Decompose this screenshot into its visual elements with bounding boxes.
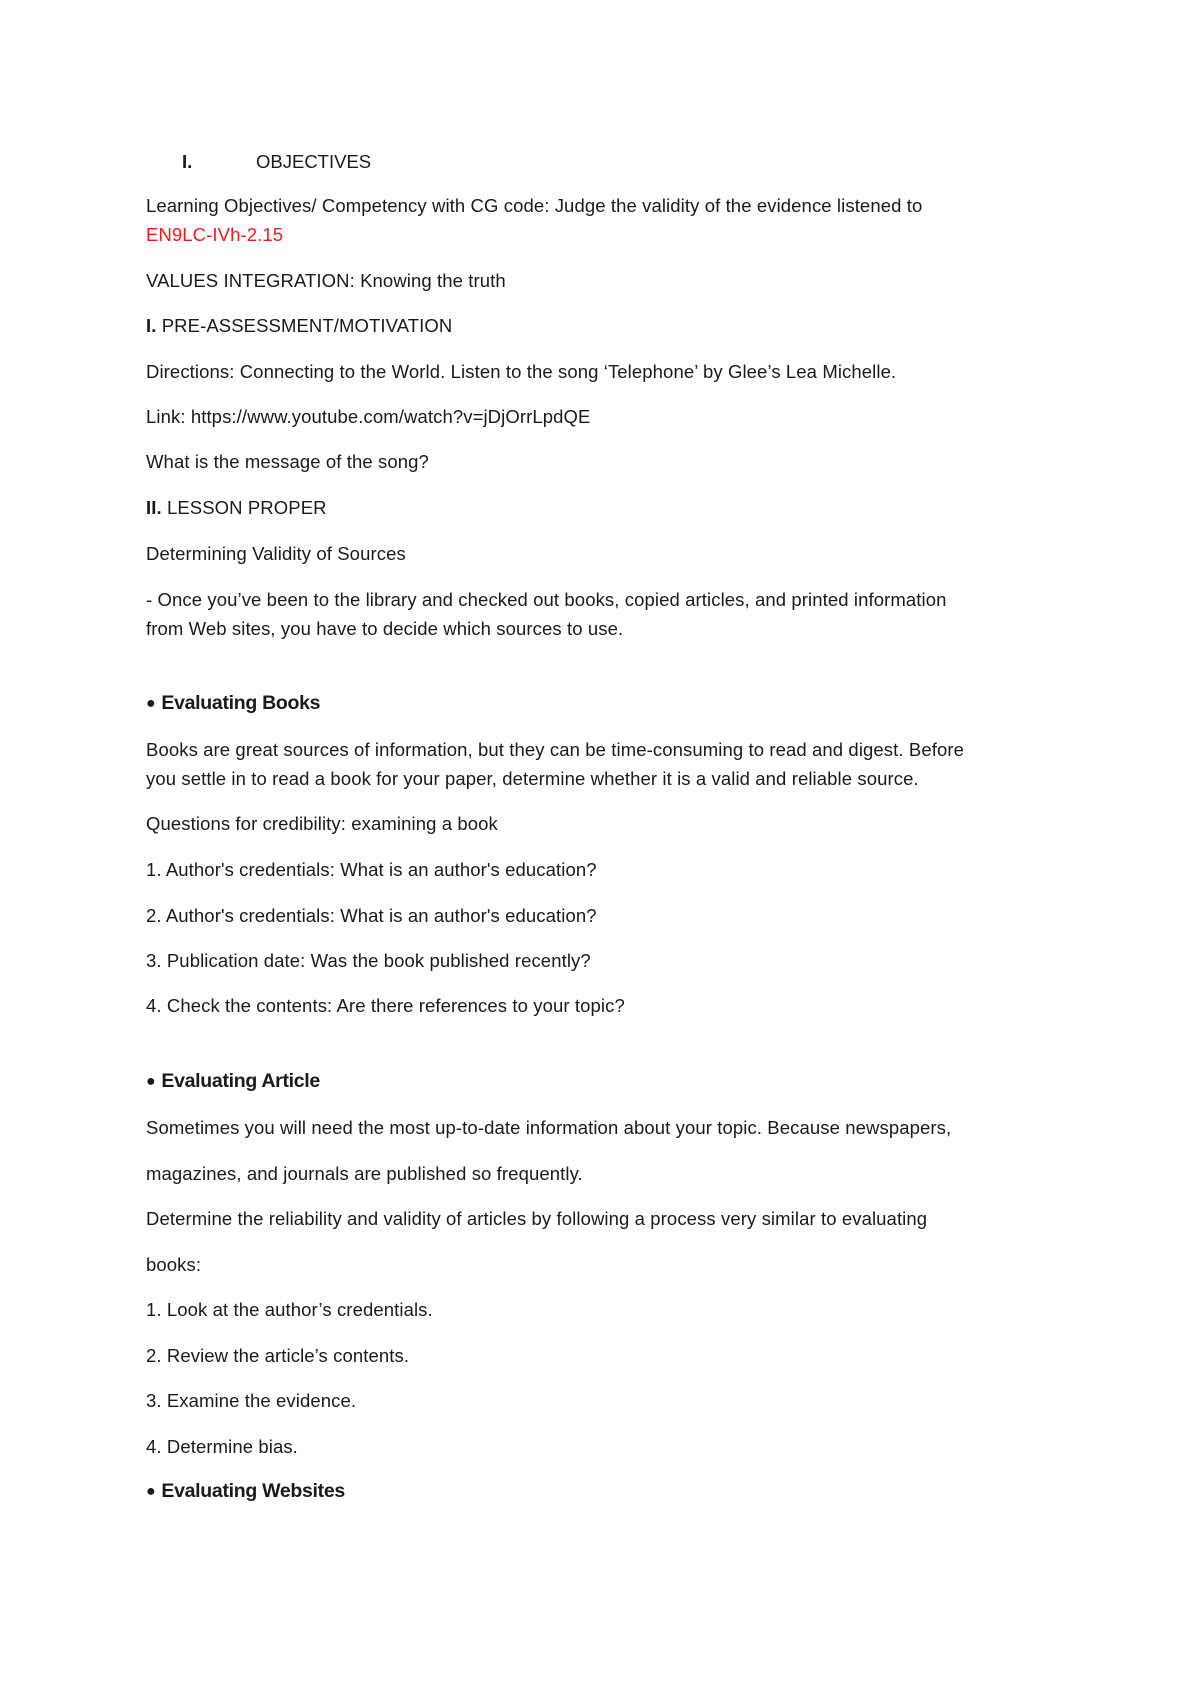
pre-assessment-heading — [146, 314, 452, 338]
books-paragraph-line-2: you settle in to read a book for your paper, determine whether it is a valid and reliable source. — [146, 768, 919, 789]
books-question-item: 4. Check the contents: Are there references to your topic? — [146, 995, 625, 1016]
lesson-intro-line-2: from Web sites, you have to decide which sources to use. — [146, 618, 624, 639]
evaluating-websites-heading — [146, 1478, 345, 1505]
lesson-proper-title: LESSON PROPER — [161, 497, 327, 518]
lesson-intro-line-1: - Once you’ve been to the library and checked out books, copied articles, and printed information — [146, 589, 947, 610]
article-step-item: 4. Determine bias. — [146, 1436, 298, 1457]
article-paragraph-2-line-2: books: — [146, 1254, 202, 1275]
competency-code: EN9LC-IVh-2.15 — [146, 224, 284, 245]
song-link[interactable]: Link: https://www.youtube.com/watch?v=jDjOrrLpdQE — [146, 406, 591, 427]
article-paragraph-1-line-1: Sometimes you will need the most up-to-date information about your topic. Because newspapers, — [146, 1117, 952, 1138]
evaluating-books-heading — [146, 690, 320, 717]
lesson-proper-heading — [146, 496, 327, 520]
evaluating-article-heading — [146, 1068, 320, 1095]
values-integration: VALUES INTEGRATION: Knowing the truth — [146, 270, 506, 291]
pre-assessment-title: PRE-ASSESSMENT/MOTIVATION — [156, 315, 453, 336]
objectives-number: I. — [182, 151, 193, 172]
objectives-title: OBJECTIVES — [256, 151, 372, 172]
lesson-subtitle: Determining Validity of Sources — [146, 543, 406, 564]
books-question-item: 3. Publication date: Was the book published recently? — [146, 950, 591, 971]
books-question-item: 2. Author's credentials: What is an author's education? — [146, 905, 597, 926]
bullet-icon: ● — [146, 1073, 156, 1090]
learning-objectives-text: Learning Objectives/ Competency with CG code: Judge the validity of the evidence listened to — [146, 195, 923, 216]
evaluating-books-title: Evaluating Books — [161, 692, 321, 714]
evaluating-websites-title: Evaluating Websites — [161, 1480, 345, 1502]
books-question-item: 1. Author's credentials: What is an author's education? — [146, 859, 597, 880]
books-questions-label: Questions for credibility: examining a book — [146, 813, 498, 834]
song-question: What is the message of the song? — [146, 451, 429, 472]
bullet-icon: ● — [146, 1483, 156, 1500]
pre-assessment-number: I. — [146, 315, 157, 336]
article-step-item: 2. Review the article’s contents. — [146, 1345, 410, 1366]
article-step-item: 3. Examine the evidence. — [146, 1390, 357, 1411]
bullet-icon: ● — [146, 695, 156, 712]
article-paragraph-1-line-2: magazines, and journals are published so frequently. — [146, 1163, 583, 1184]
books-paragraph-line-1: Books are great sources of information, but they can be time-consuming to read and digest. Before — [146, 739, 964, 760]
lesson-proper-number: II. — [146, 497, 162, 518]
article-step-item: 1. Look at the author’s credentials. — [146, 1299, 433, 1320]
evaluating-article-title: Evaluating Article — [161, 1070, 320, 1092]
article-paragraph-2-line-1: Determine the reliability and validity of articles by following a process very similar to evaluating — [146, 1208, 928, 1229]
directions-text: Directions: Connecting to the World. Listen to the song ‘Telephone’ by Glee’s Lea Michelle. — [146, 361, 897, 382]
